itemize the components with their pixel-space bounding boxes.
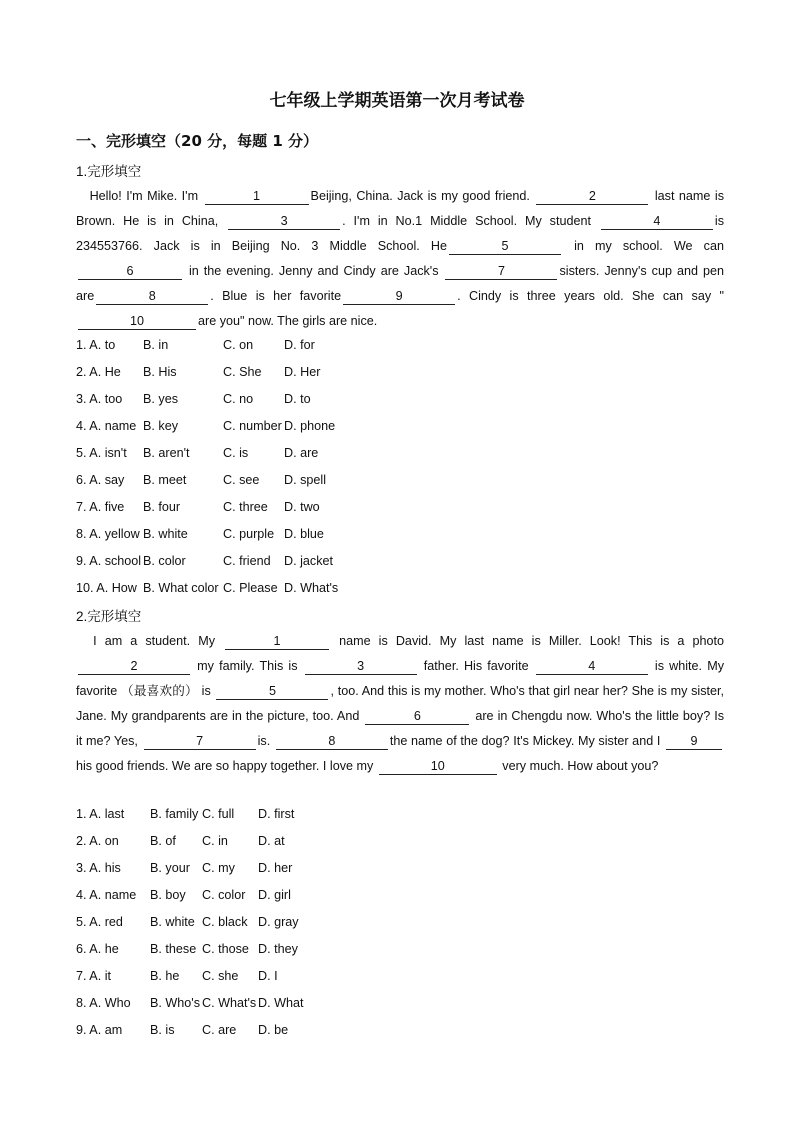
option-b[interactable]: B. meet (143, 473, 187, 487)
option-c[interactable]: C. number (223, 419, 282, 433)
option-b[interactable]: B. is (150, 1023, 175, 1037)
option-d[interactable]: D. spell (284, 473, 326, 487)
answer-blank[interactable]: 8 (276, 734, 388, 750)
option-a[interactable]: 6. A. say (76, 473, 125, 487)
option-b[interactable]: B. of (150, 834, 176, 848)
answer-blank[interactable]: 1 (225, 634, 329, 650)
option-a[interactable]: 5. A. red (76, 915, 123, 929)
answer-blank[interactable]: 10 (379, 759, 497, 775)
option-c[interactable]: C. full (202, 807, 235, 821)
option-a[interactable]: 2. A. He (76, 365, 121, 379)
option-a[interactable]: 4. A. name (76, 888, 137, 902)
option-c[interactable]: C. color (202, 888, 246, 902)
option-b[interactable]: B. white (143, 527, 188, 541)
option-a[interactable]: 7. A. it (76, 969, 112, 983)
answer-blank[interactable]: 3 (228, 214, 340, 230)
passage-text: , too. And this is my mother. Who's that girl near her? She is my sister, Jane. My grandparents are in the picture, too. And (76, 683, 724, 723)
passage-text: the name of the dog? It's Mickey. My sister and I (389, 733, 665, 748)
option-a[interactable]: 9. A. school (76, 554, 142, 568)
option-b[interactable]: B. in (143, 338, 169, 352)
answer-blank[interactable]: 9 (666, 734, 722, 750)
option-c[interactable]: C. see (223, 473, 260, 487)
option-d[interactable]: D. What (258, 996, 304, 1010)
option-c[interactable]: C. those (202, 942, 249, 956)
option-d[interactable]: D. be (258, 1023, 289, 1037)
passage-text: is white. My favorite （最喜欢的） is (76, 658, 724, 698)
passage-text: . I'm in No.1 Middle School. My student (342, 213, 599, 228)
cloze-passage (76, 629, 724, 778)
option-d[interactable]: D. for (284, 338, 315, 352)
option-a[interactable]: 1. A. to (76, 338, 116, 352)
passage-text: is. (257, 733, 274, 748)
passage-text: . Cindy is three years old. She can say " (457, 288, 724, 303)
passage-text: father. His favorite (418, 658, 534, 673)
passage-text: are you" now. The girls are nice. (198, 313, 378, 328)
option-a[interactable]: 1. A. last (76, 807, 125, 821)
option-c[interactable]: C. my (202, 861, 235, 875)
option-d[interactable]: D. phone (284, 419, 336, 433)
page-title: 七年级上学期英语第一次月考试卷 (269, 91, 525, 111)
passage-text: are in Chengdu now. Who's the little boy? Is it me? Yes, (76, 708, 724, 748)
option-b[interactable]: B. four (143, 500, 181, 514)
option-b[interactable]: B. boy (150, 888, 186, 902)
answer-blank[interactable]: 10 (78, 314, 196, 330)
passage-text: in my school. We can (562, 238, 724, 253)
option-b[interactable]: B. What color (143, 581, 219, 595)
option-a[interactable]: 5. A. isn't (76, 446, 127, 460)
option-d[interactable]: D. two (284, 500, 320, 514)
option-b[interactable]: B. yes (143, 392, 178, 406)
option-d[interactable]: D. at (258, 834, 285, 848)
option-b[interactable]: B. His (143, 365, 177, 379)
option-a[interactable]: 9. A. am (76, 1023, 123, 1037)
answer-blank[interactable]: 2 (536, 189, 648, 205)
option-d[interactable]: D. gray (258, 915, 299, 929)
option-b[interactable]: B. he (150, 969, 180, 983)
option-b[interactable]: B. key (143, 419, 178, 433)
passage-text: name is David. My last name is Miller. Look! This is a photo (331, 634, 724, 648)
passage-text: my family. This is (192, 658, 303, 673)
option-d[interactable]: D. they (258, 942, 298, 956)
answer-blank[interactable]: 4 (536, 659, 648, 675)
passage-text: . Blue is her favorite (210, 288, 342, 303)
option-c[interactable]: C. She (223, 365, 262, 379)
answer-blank[interactable]: 7 (445, 264, 557, 280)
option-b[interactable]: B. your (150, 861, 190, 875)
option-c[interactable]: C. in (202, 834, 228, 848)
cloze-passage (76, 184, 724, 333)
option-d[interactable]: D. jacket (284, 554, 333, 568)
answer-blank[interactable]: 4 (601, 214, 713, 230)
option-a[interactable]: 3. A. his (76, 861, 121, 875)
option-d[interactable]: D. her (258, 861, 293, 875)
option-d[interactable]: D. are (284, 446, 319, 460)
option-d[interactable]: D. blue (284, 527, 324, 541)
answer-blank[interactable]: 5 (216, 684, 328, 700)
option-c[interactable]: C. on (223, 338, 254, 352)
section-heading: 一、完形填空（20 分，每题 1 分） (76, 132, 318, 150)
passage-text: in the evening. Jenny and Cindy are Jack's (184, 263, 444, 278)
part-label: 2.完形填空 (76, 609, 142, 624)
option-c[interactable]: C. friend (223, 554, 271, 568)
answer-blank[interactable]: 9 (343, 289, 455, 305)
option-a[interactable]: 4. A. name (76, 419, 137, 433)
option-a[interactable]: 7. A. five (76, 500, 125, 514)
option-c[interactable]: C. What's (202, 996, 257, 1010)
option-d[interactable]: D. first (258, 807, 295, 821)
answer-blank[interactable]: 6 (365, 709, 469, 725)
option-c[interactable]: C. black (202, 915, 248, 929)
option-b[interactable]: B. Who's (150, 996, 200, 1010)
option-d[interactable]: D. girl (258, 888, 291, 902)
passage-text: I am a student. My (76, 634, 224, 648)
answer-blank[interactable]: 2 (78, 659, 190, 675)
passage-text: last name is Brown. He is in China, (76, 189, 724, 228)
part-label: 1.完形填空 (76, 164, 142, 179)
passage-text: is 234553766. Jack is in Beijing No. 3 Middle School. He (76, 213, 725, 253)
answer-blank[interactable]: 5 (449, 239, 561, 255)
answer-blank[interactable]: 7 (144, 734, 256, 750)
answer-blank[interactable]: 8 (96, 289, 208, 305)
option-a[interactable]: 3. A. too (76, 392, 123, 406)
option-a[interactable]: 10. A. How (76, 581, 137, 595)
option-b[interactable]: B. family (150, 807, 199, 821)
passage-text: his good friends. We are so happy together. I love my (76, 758, 377, 773)
option-c[interactable]: C. Please (223, 581, 278, 595)
passage-text: Beijing, China. Jack is my good friend. (310, 189, 535, 203)
option-c[interactable]: C. is (223, 446, 249, 460)
option-b[interactable]: B. white (150, 915, 195, 929)
option-d[interactable]: D. I (258, 969, 278, 983)
option-a[interactable]: 8. A. yellow (76, 527, 140, 541)
option-c[interactable]: C. purple (223, 527, 275, 541)
answer-blank[interactable]: 6 (78, 264, 182, 280)
option-c[interactable]: C. three (223, 500, 268, 514)
answer-blank[interactable]: 1 (205, 189, 309, 205)
option-b[interactable]: B. aren't (143, 446, 190, 460)
option-a[interactable]: 8. A. Who (76, 996, 131, 1010)
answer-blank[interactable]: 3 (305, 659, 417, 675)
option-b[interactable]: B. these (150, 942, 197, 956)
option-c[interactable]: C. are (202, 1023, 237, 1037)
passage-text: sisters. Jenny's cup and pen are (76, 263, 724, 303)
option-c[interactable]: C. she (202, 969, 239, 983)
option-a[interactable]: 2. A. on (76, 834, 119, 848)
passage-text: very much. How about you? (498, 758, 659, 773)
option-a[interactable]: 6. A. he (76, 942, 119, 956)
option-c[interactable]: C. no (223, 392, 254, 406)
option-b[interactable]: B. color (143, 554, 186, 568)
option-d[interactable]: D. to (284, 392, 311, 406)
option-d[interactable]: D. What's (284, 581, 339, 595)
passage-text: Hello! I'm Mike. I'm (76, 189, 203, 203)
option-d[interactable]: D. Her (284, 365, 321, 379)
